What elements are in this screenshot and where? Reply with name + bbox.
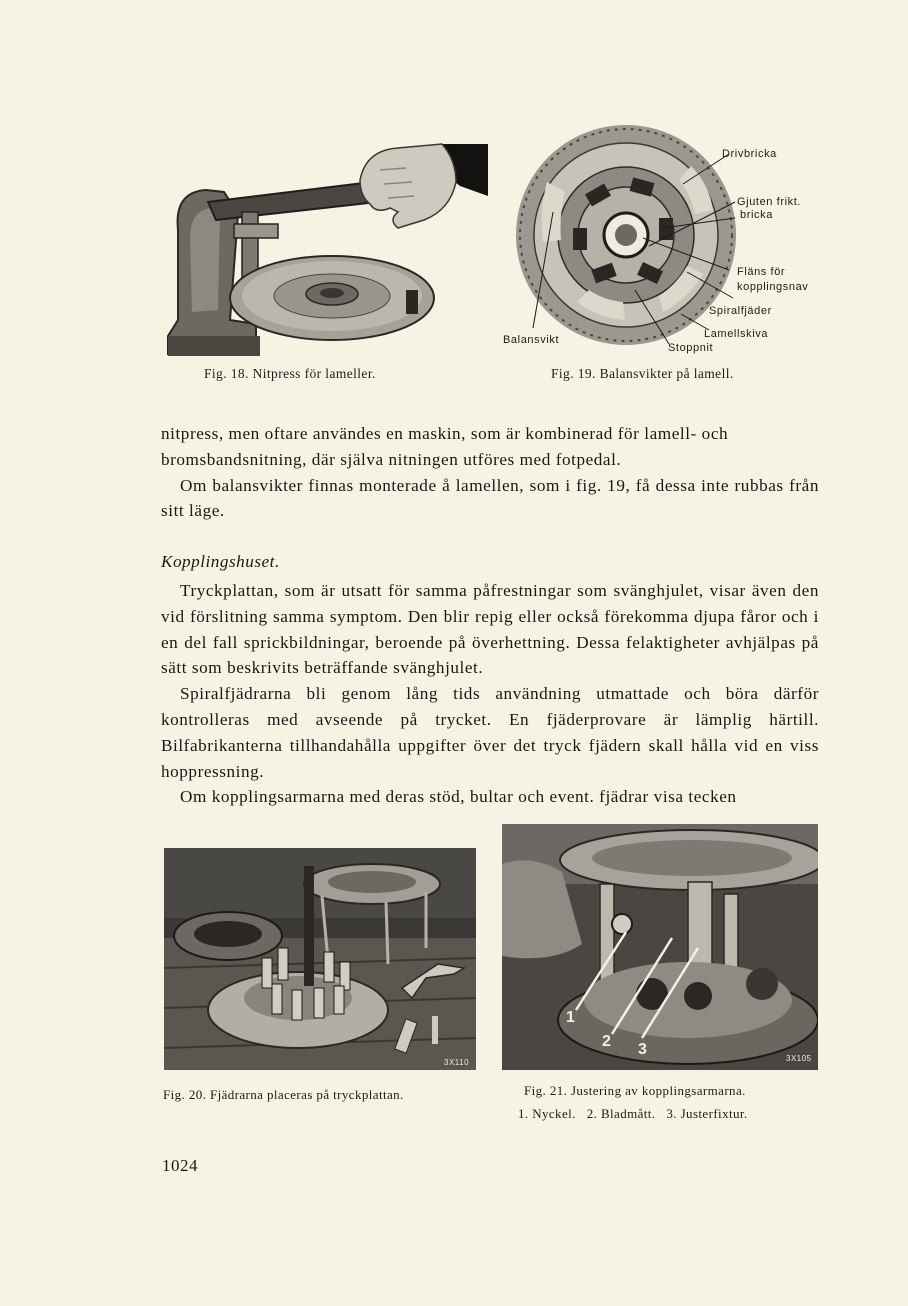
label-bricka: bricka: [740, 209, 773, 221]
paragraph-1-line-2: bromsbandsnitning, där själva nitningen utföres med fotpedal.: [161, 449, 622, 469]
fig20-code: 3X110: [444, 1058, 470, 1067]
page-number: 1024: [162, 1156, 198, 1175]
label-gjuten-frikt: Gjuten frikt.: [737, 196, 802, 208]
fig21-caption-line-1: Fig. 21. Justering av kopplingsarmarna.: [524, 1083, 746, 1098]
marker-1: 1: [566, 1009, 575, 1026]
clutch-disc-illustration: [513, 122, 739, 348]
body-text-block-1: [161, 421, 819, 524]
label-kopplingsnav: kopplingsnav: [737, 281, 809, 293]
paragraph-2: Om balansvikter finnas monterade å lamellen, som i fig. 19, få dessa inte rubbas från sitt läge.: [161, 475, 819, 521]
label-lamellskiva: Lamellskiva: [704, 328, 769, 340]
fig21-code: 3X105: [786, 1054, 812, 1063]
marker-2: 2: [602, 1033, 611, 1050]
fig19-photo: [513, 122, 739, 348]
fig21-photo: [502, 824, 818, 1070]
fig21-caption-line-2: 1. Nyckel. 2. Bladmått. 3. Justerfixtur.: [518, 1106, 748, 1121]
section-title-kopplingshuset: Kopplingshuset.: [161, 552, 280, 571]
fig18-caption: Fig. 18. Nitpress för lameller.: [204, 366, 376, 381]
fig18-photo: [160, 140, 490, 362]
body-text-block-2: [161, 578, 819, 810]
rivet-press-illustration: [160, 140, 490, 362]
marker-3: 3: [638, 1041, 647, 1058]
label-balansvikt: Balansvikt: [503, 334, 560, 346]
paragraph-4: Spiralfjädrarna bli genom lång tids användning utmattade och böra därför kontrolleras med avseende på trycket. En fjäderprovare är lämplig härtill. Bilfabrikanterna tillhandahålla uppgifter över det tryck fjädern skall hålla vid en viss hoppressning.: [161, 684, 819, 781]
paragraph-1-line-1: nitpress, men oftare användes en maskin, som är kombinerad för lamell- och: [161, 424, 729, 443]
clutch-lever-adjustment-photo: [502, 824, 818, 1070]
fig20-caption: Fig. 20. Fjädrarna placeras på tryckplattan.: [163, 1087, 404, 1102]
label-flans-for: Fläns för: [737, 266, 786, 278]
label-drivbricka: Drivbricka: [722, 148, 777, 160]
label-spiralfjader: Spiralfjäder: [709, 305, 772, 317]
springs-on-pressure-plate-photo: [164, 848, 476, 1070]
label-stoppnit: Stoppnit: [668, 342, 714, 354]
paragraph-3: Tryckplattan, som är utsatt för samma påfrestningar som svänghjulet, visar även den vid förslitning samma symptom. Den blir repig eller också förekomma djupa fåror och i en del fall sprickbildningar, beroende på överhettning. Dessa felaktigheter avhjälpas på sätt som beskrivits beträffande svänghjulet.: [161, 581, 819, 678]
fig20-photo: [164, 848, 476, 1070]
paragraph-5: Om kopplingsarmarna med deras stöd, bultar och event. fjädrar visa tecken: [180, 787, 737, 807]
fig19-caption: Fig. 19. Balansvikter på lamell.: [551, 366, 734, 381]
